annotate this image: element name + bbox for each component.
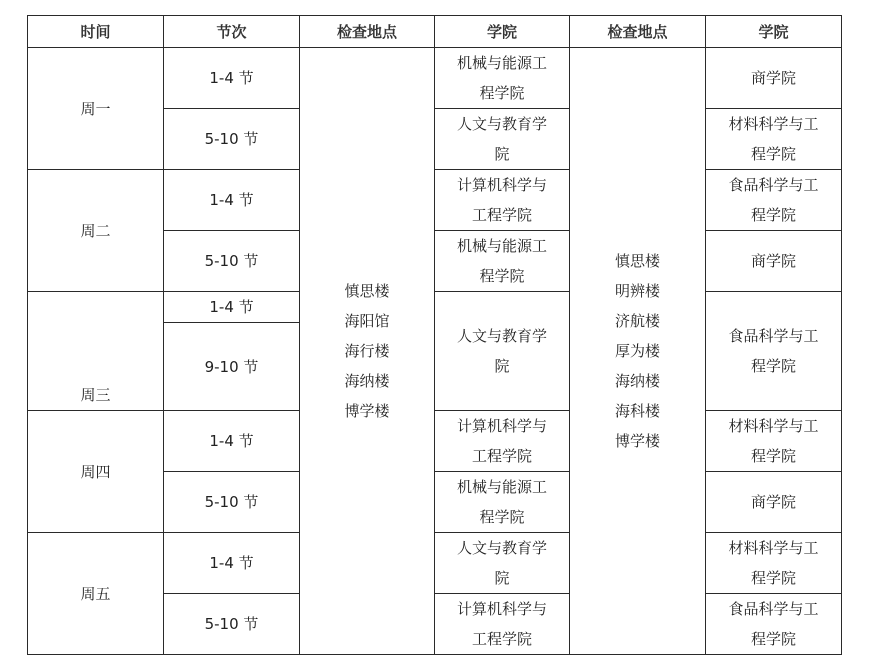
session-cell: 1-4 节 [164,292,300,323]
table-row [28,48,842,109]
session-cell: 1-4 节 [164,170,300,231]
session-cell: 9-10 节 [164,323,300,411]
day-cell: 周五 [28,533,164,655]
college-cell: 机械与能源工 程学院 [435,48,570,109]
session-cell: 1-4 节 [164,411,300,472]
college-cell: 材料科学与工 程学院 [706,411,842,472]
college-cell: 食品科学与工 程学院 [706,292,842,411]
college-cell: 材料科学与工 程学院 [706,533,842,594]
college-cell: 计算机科学与 工程学院 [435,594,570,655]
table-row [28,411,842,472]
header-location: 检查地点 [300,16,435,48]
header-session: 节次 [164,16,300,48]
college-cell: 机械与能源工 程学院 [435,472,570,533]
header-row [28,16,842,48]
session-cell: 5-10 节 [164,231,300,292]
table-row [28,533,842,594]
college-cell: 机械与能源工 程学院 [435,231,570,292]
header-time: 时间 [28,16,164,48]
college-cell: 商学院 [706,472,842,533]
header-college: 学院 [706,16,842,48]
college-cell: 材料科学与工 程学院 [706,109,842,170]
college-cell: 人文与教育学 院 [435,292,570,411]
day-cell: 周二 [28,170,164,292]
session-cell: 5-10 节 [164,472,300,533]
day-cell: 周四 [28,411,164,533]
college-cell: 人文与教育学 院 [435,533,570,594]
college-cell: 食品科学与工 程学院 [706,594,842,655]
session-cell: 1-4 节 [164,48,300,109]
header-location: 检查地点 [570,16,706,48]
college-cell: 人文与教育学 院 [435,109,570,170]
session-cell: 5-10 节 [164,109,300,170]
header-college: 学院 [435,16,570,48]
day-cell: 周三 [28,292,164,411]
college-cell: 商学院 [706,231,842,292]
location-cell: 慎思楼 海阳馆 海行楼 海纳楼 博学楼 [300,48,435,655]
college-cell: 商学院 [706,48,842,109]
table-row [28,170,842,231]
location-cell: 慎思楼 明辨楼 济航楼 厚为楼 海纳楼 海科楼 博学楼 [570,48,706,655]
college-cell: 计算机科学与 工程学院 [435,170,570,231]
session-cell: 1-4 节 [164,533,300,594]
session-cell: 5-10 节 [164,594,300,655]
college-cell: 食品科学与工 程学院 [706,170,842,231]
table-row [28,292,842,323]
college-cell: 计算机科学与 工程学院 [435,411,570,472]
inspection-schedule-table [27,15,842,655]
day-cell: 周一 [28,48,164,170]
